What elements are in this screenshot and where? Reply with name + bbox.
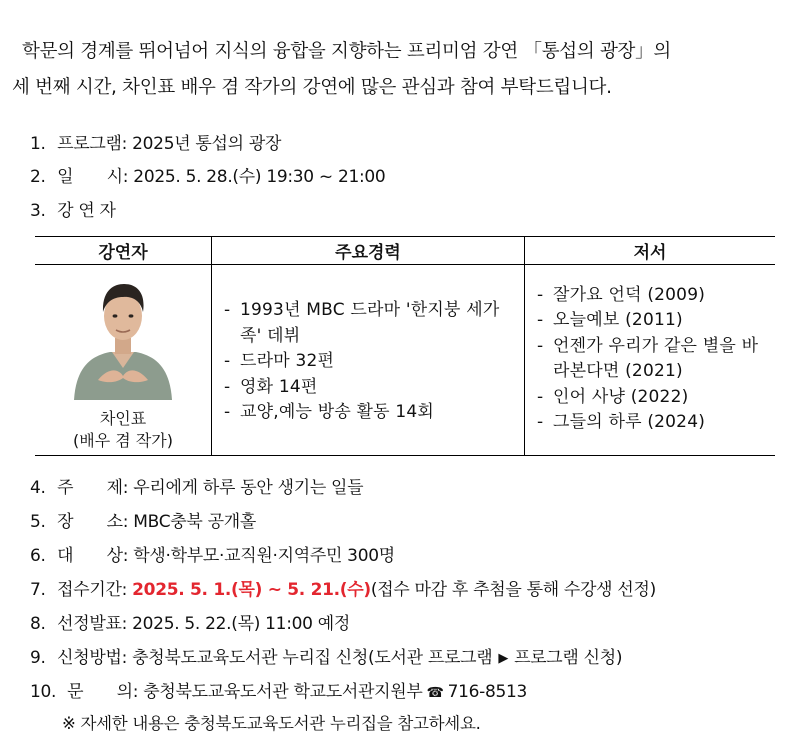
- item-inquiry: [30, 677, 527, 702]
- item-label: 접수기간:: [57, 580, 128, 600]
- book-item: - 언젠가 우리가 같은 별을 바라본다면 (2021): [531, 334, 771, 385]
- registration-note: (접수 마감 후 추첨을 통해 수강생 선정): [370, 580, 656, 600]
- item-label: 문 의:: [67, 682, 139, 702]
- career-item: - 영화 14편: [218, 375, 518, 401]
- book-item: - 잘가요 언덕 (2009): [531, 283, 771, 309]
- item-label: 장 소:: [57, 512, 129, 532]
- career-item: - 드라마 32편: [218, 349, 518, 375]
- item-number: 8.: [30, 614, 46, 634]
- career-cell: [212, 265, 525, 456]
- header-speaker: 강연자: [35, 237, 212, 265]
- speaker-name: 차인표: [99, 409, 147, 428]
- item-value: 충청북도교육도서관 학교도서관지원부: [143, 682, 423, 702]
- speaker-table: [35, 236, 775, 456]
- book-item: - 인어 사냥 (2022): [531, 385, 771, 411]
- career-item: - 1993년 MBC 드라마 '한지붕 세가족' 데뷔: [218, 298, 518, 349]
- item-apply-method: [30, 643, 622, 668]
- books-cell: [525, 265, 776, 456]
- item-number: 5.: [30, 512, 46, 532]
- triangle-right-icon: ▶: [498, 651, 509, 666]
- item-value: 2025. 5. 28.(수) 19:30 ~ 21:00: [133, 167, 386, 187]
- item-label: 강 연 자: [57, 201, 116, 221]
- item-number: 2.: [30, 167, 46, 187]
- item-value: 2025. 5. 22.(목) 11:00 예정: [132, 614, 351, 634]
- book-item: - 그들의 하루 (2024): [531, 410, 771, 436]
- item-number: 1.: [30, 134, 46, 154]
- speaker-table-header: [35, 237, 775, 265]
- item-number: 6.: [30, 546, 46, 566]
- speaker-role: (배우 겸 작가): [73, 431, 173, 450]
- registration-dates: 2025. 5. 1.(목) ~ 5. 21.(수): [132, 580, 371, 600]
- footnote: ※ 자세한 내용은 충청북도교육도서관 누리집을 참고하세요.: [62, 714, 481, 733]
- header-career: 주요경력: [212, 237, 525, 265]
- item-speaker: [30, 196, 116, 221]
- header-books: 저서: [525, 237, 776, 265]
- career-item: - 교양,예능 방송 활동 14회: [218, 400, 518, 426]
- item-registration-period: [30, 575, 656, 600]
- item-number: 7.: [30, 580, 46, 600]
- item-number: 10.: [30, 682, 57, 702]
- item-number: 4.: [30, 478, 46, 498]
- speaker-photo: [68, 272, 178, 400]
- item-number: 3.: [30, 201, 46, 221]
- item-value: 우리에게 하루 동안 생기는 일들: [133, 478, 364, 498]
- item-announcement: [30, 609, 350, 634]
- item-program: [30, 129, 281, 154]
- book-item: - 오늘예보 (2011): [531, 308, 771, 334]
- item-audience: [30, 541, 395, 566]
- item-label: 주 제:: [57, 478, 129, 498]
- phone-icon: ☎: [426, 685, 444, 701]
- speaker-cell: [35, 265, 212, 456]
- career-list: [218, 298, 518, 426]
- speaker-portrait-image: [68, 272, 178, 400]
- item-value-continued: 프로그램 신청): [514, 648, 623, 668]
- intro-line-2: 세 번째 시간, 차인표 배우 겸 작가의 강연에 많은 관심과 참여 부탁드립니다.: [12, 77, 612, 98]
- speaker-row: [35, 265, 775, 456]
- item-label: 일 시:: [57, 167, 129, 187]
- phone-number: 716-8513: [447, 682, 528, 702]
- item-value: 충청북도교육도서관 누리집 신청(도서관 프로그램: [132, 648, 493, 668]
- item-value: 학생·학부모·교직원·지역주민 300명: [133, 546, 395, 566]
- item-datetime: [30, 162, 385, 187]
- item-topic: [30, 473, 363, 498]
- item-label: 프로그램:: [57, 134, 128, 154]
- intro-line-1: 학문의 경계를 뛰어넘어 지식의 융합을 지향하는 프리미엄 강연 「통섭의 광장」의: [22, 41, 671, 62]
- item-label: 선정발표:: [57, 614, 128, 634]
- item-label: 대 상:: [57, 546, 129, 566]
- item-value: MBC충북 공개홀: [133, 512, 257, 532]
- intro-paragraph: [12, 34, 782, 106]
- item-value: 2025년 통섭의 광장: [132, 134, 282, 154]
- item-label: 신청방법:: [57, 648, 128, 668]
- books-list: [531, 283, 771, 436]
- item-number: 9.: [30, 648, 46, 668]
- item-venue: [30, 507, 256, 532]
